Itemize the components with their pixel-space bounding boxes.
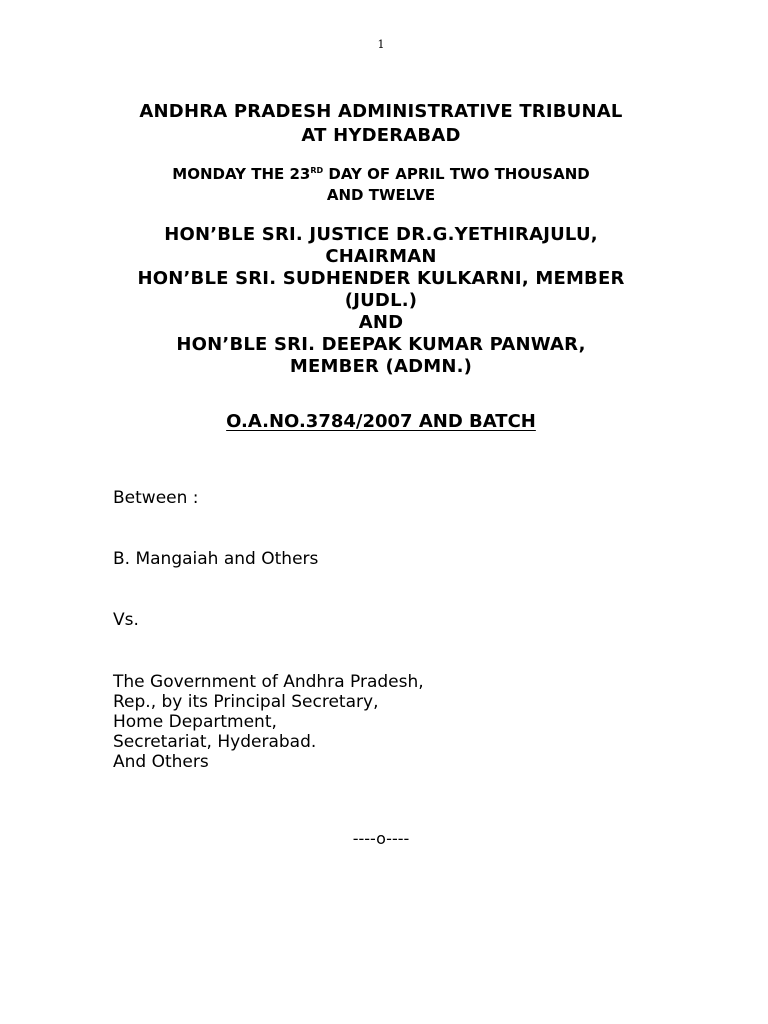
date-part-2: DAY OF APRIL TWO THOUSAND <box>323 165 590 183</box>
respondent-block <box>113 672 424 772</box>
bench-line: HON’BLE SRI. DEEPAK KUMAR PANWAR, <box>176 334 586 355</box>
respondent-line: Secretariat, Hyderabad. <box>113 732 317 752</box>
bench-line: MEMBER (ADMN.) <box>289 356 473 377</box>
bench-line: HON’BLE SRI. JUSTICE DR.G.YETHIRAJULU, <box>164 224 598 245</box>
date-ordinal-suffix: RD <box>310 166 324 175</box>
versus-label: Vs. <box>113 610 139 630</box>
date-part-1: MONDAY THE 23 <box>172 165 311 183</box>
bench-line: HON’BLE SRI. SUDHENDER KULKARNI, MEMBER <box>137 268 625 289</box>
petitioner-name: B. Mangaiah and Others <box>113 549 319 569</box>
respondent-line: Rep., by its Principal Secretary, <box>113 692 379 712</box>
page-number: 1 <box>377 38 385 51</box>
case-number: O.A.NO.3784/2007 AND BATCH <box>226 411 536 432</box>
title-line-2: AT HYDERABAD <box>301 125 461 146</box>
bench-line: (JUDL.) <box>344 290 418 311</box>
date-line-1 <box>100 164 662 185</box>
section-divider: ----o---- <box>352 829 410 848</box>
respondent-line: The Government of Andhra Pradesh, <box>113 672 424 692</box>
hearing-date <box>100 164 662 206</box>
respondent-line: Home Department, <box>113 712 277 732</box>
title-line-1: ANDHRA PRADESH ADMINISTRATIVE TRIBUNAL <box>139 101 623 122</box>
date-line-2: AND TWELVE <box>326 186 436 204</box>
between-label: Between : <box>113 488 199 508</box>
bench-composition <box>100 224 662 378</box>
respondent-line: And Others <box>113 752 209 772</box>
bench-line: AND <box>358 312 404 333</box>
tribunal-title <box>100 100 662 148</box>
bench-line: CHAIRMAN <box>325 246 437 267</box>
